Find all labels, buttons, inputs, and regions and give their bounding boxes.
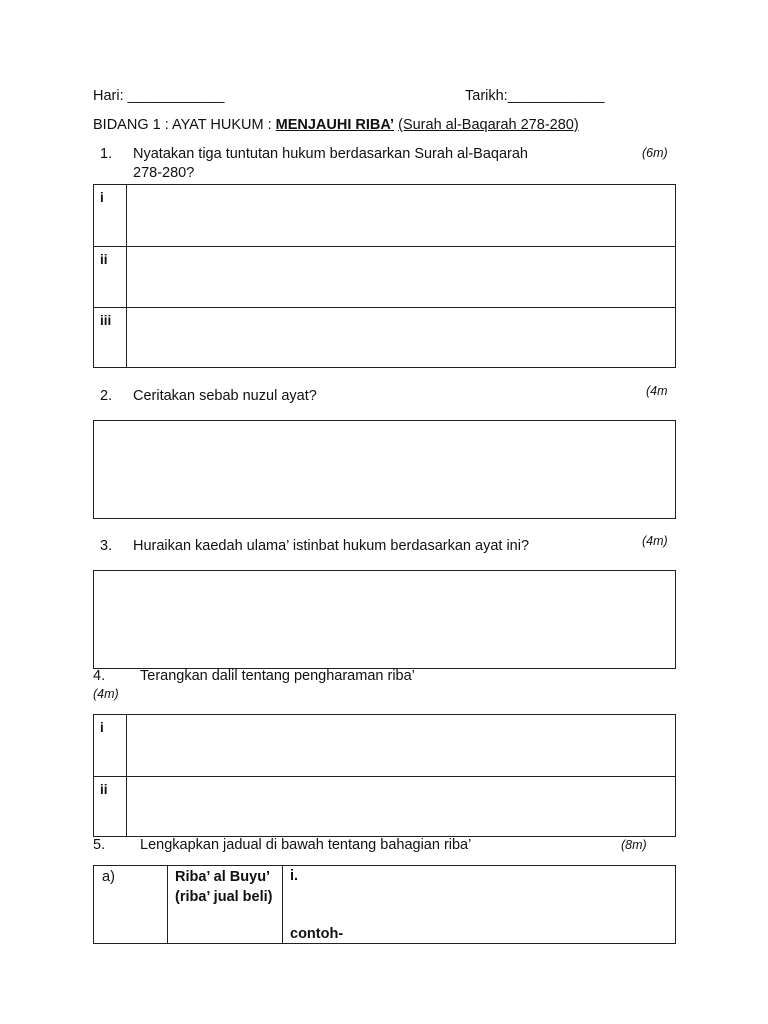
q1-marks: (6m) (642, 146, 668, 160)
q1-answer-row (94, 246, 675, 307)
section-title (93, 117, 579, 133)
q1-answer-row (94, 307, 675, 368)
q1-text-line1: Nyatakan tiga tuntutan hukum berdasarkan Surah al-Baqarah (133, 146, 528, 162)
q3-number: 3. (100, 538, 113, 554)
q4-row-number: i (94, 715, 127, 776)
q5-riba-type: Riba’ al Buyu’ (riba’ jual beli) (168, 866, 283, 943)
q2-number: 2. (100, 388, 113, 404)
q4-answer-table (93, 714, 676, 837)
q1-answer-cell-ii[interactable] (127, 247, 675, 307)
q1-answer-cell-i[interactable] (127, 185, 675, 246)
q4-answer-cell-ii[interactable] (127, 777, 675, 837)
q4-text: Terangkan dalil tentang pengharaman riba’ (140, 668, 415, 684)
q1-text-line2: 278-280? (133, 165, 195, 181)
q2-text: Ceritakan sebab nuzul ayat? (133, 388, 317, 404)
q1-answer-cell-iii[interactable] (127, 308, 675, 368)
q1-row-number: i (94, 185, 127, 246)
q1-answer-row (94, 185, 675, 246)
q5-text: Lengkapkan jadual di bawah tentang bahagian riba’ (140, 837, 472, 853)
q2-answer-box[interactable] (93, 420, 676, 519)
title-prefix: BIDANG 1 : AYAT HUKUM : (93, 117, 276, 133)
q3-answer-box[interactable] (93, 570, 676, 669)
q5-table (93, 865, 676, 944)
q2-marks: (4m (646, 384, 668, 398)
title-topic: MENJAUHI RIBA’ (275, 117, 395, 133)
q1-number: 1. (100, 146, 113, 162)
q5-marks: (8m) (621, 838, 647, 852)
q4-number: 4. (93, 668, 106, 684)
q1-row-number: iii (94, 308, 127, 368)
q1-answer-table (93, 184, 676, 368)
title-reference: (Surah al-Baqarah 278-280) (398, 117, 579, 133)
q4-answer-row (94, 776, 675, 837)
hari-field[interactable]: Hari: ____________ (93, 88, 225, 104)
q4-marks: (4m) (93, 687, 119, 701)
q4-row-number: ii (94, 777, 127, 837)
q4-answer-row (94, 715, 675, 776)
tarikh-field[interactable]: Tarikh:____________ (465, 88, 605, 104)
q3-marks: (4m) (642, 534, 668, 548)
q1-row-number: ii (94, 247, 127, 307)
q3-text: Huraikan kaedah ulama’ istinbat hukum berdasarkan ayat ini? (133, 538, 530, 554)
q5-item-number: i. (290, 868, 299, 884)
q4-answer-cell-i[interactable] (127, 715, 675, 776)
q5-part-label: a) (94, 866, 168, 943)
q5-answer-cell[interactable] (283, 866, 675, 943)
q5-number: 5. (93, 837, 106, 853)
q5-example-label: contoh- (290, 926, 344, 942)
